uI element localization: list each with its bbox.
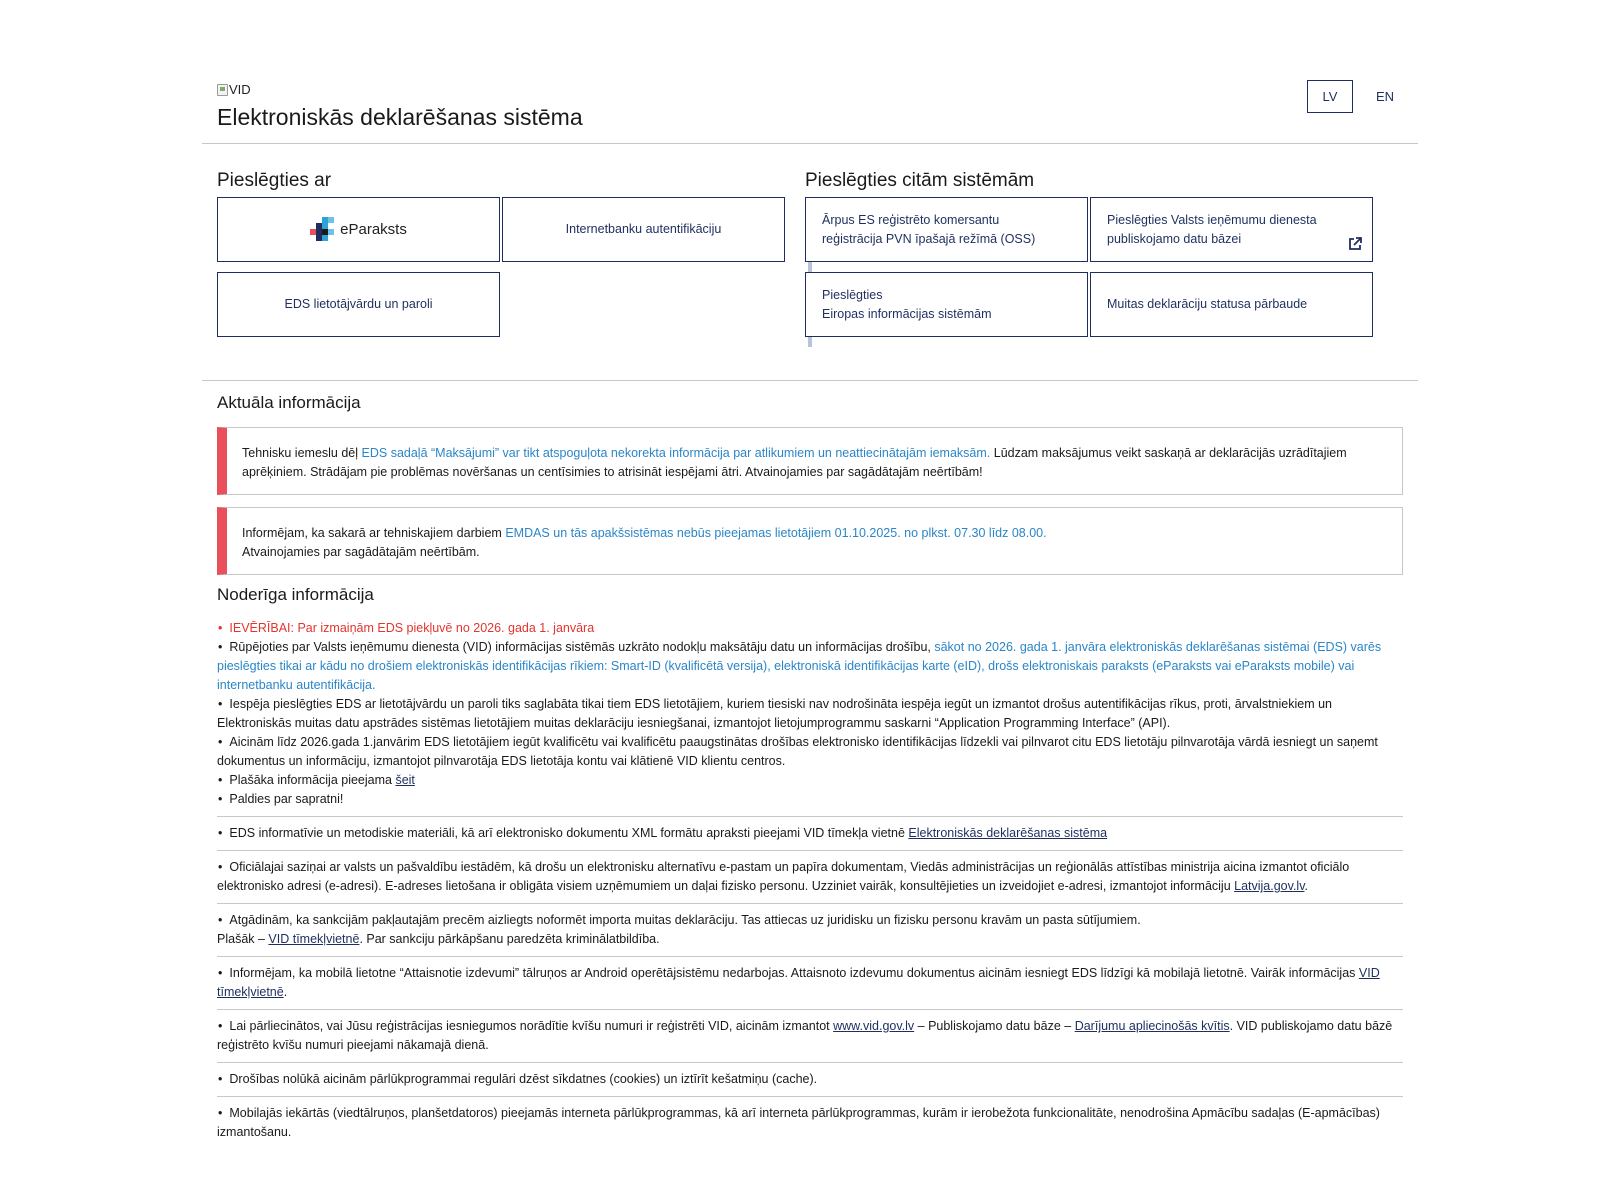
block-text: Informējam, ka mobilā lietotne “Attaisnotie izdevumi” tālruņos ar Android operētājsistēmu nedarbojas. Attaisnoto izdevumu dokumentus aicinām iesniegt EDS līdzīgi kā mobilajā lietotnē. Vairāk informācijas (229, 966, 1359, 980)
info-block (217, 850, 1403, 903)
block-text: Drošības nolūkā aicinām pārlūkprogrammai regulāri dzēst sīkdatnes (cookies) un iztīrīt kešatmiņu (cache). (229, 1072, 818, 1086)
block-text: . Par sankciju pārkāpšanu paredzēta kriminālatbildība. (359, 932, 660, 946)
alert1-text-cont: Lūdzam maksājumus veikt saskaņā ar deklarācijās uzrādītajiem aprēķiniem. Strādājam pie problēmas novēršanas un centīsimies to atrisināt iespējami ātri. Atvainojamies par sagādātajām neērtībām! (242, 446, 1347, 479)
list-item: • IEVĒRĪBAI: Par izmaiņām EDS piekļuvē no 2026. gada 1. janvāra (217, 619, 1403, 638)
info-block (217, 816, 1403, 850)
block-text: Lai pārliecinātos, vai Jūsu reģistrācijas iesniegumos norādītie kvīšu numuri ir reģistrēti VID, aicinām izmantot (229, 1019, 834, 1033)
alert2-highlight: EMDAS un tās apakšsistēmas nebūs pieejamas lietotājiem 01.10.2025. no plkst. 07.30 līdz 08.00. (505, 526, 1047, 540)
vid-website-link[interactable]: VID tīmekļvietnē (217, 966, 1380, 999)
receipts-link[interactable]: Darījumu apliecinošās kvītis (1074, 1019, 1230, 1033)
block-text: Oficiālajai saziņai ar valsts un pašvaldību iestādēm, kā drošu un elektronisku alternatīvu e-pastam un papīra dokumentam, Viedās administrācijas un reģionālās attīstības ministrija aicina izmantot oficiālo elektronisko adresi (e-adresi). E-adreses lietošana ir obligāta visiem uzņēmumiem un daļai fizisko personu. Uzziniet vairāk, konsultējieties un izveidojiet e-adresi, izmantojot informāciju (217, 860, 1350, 893)
oss-label-line1: Ārpus ES reģistrēto komersantu (822, 212, 1000, 227)
info-block (217, 956, 1403, 1009)
eds-user-password-button[interactable] (217, 272, 500, 337)
eparaksts-icon (310, 217, 336, 243)
other-systems-title: Pieslēgties citām sistēmām (805, 170, 1035, 191)
latvija-gov-link[interactable]: Latvija.gov.lv (1234, 879, 1305, 893)
header (202, 0, 1418, 144)
block-text: – Publiskojamo datu bāze – (914, 1019, 1075, 1033)
public-db-label (1107, 211, 1317, 249)
list-item (217, 638, 1403, 695)
alert-maintenance (217, 507, 1403, 575)
public-database-button[interactable] (1090, 197, 1373, 262)
item-highlight: sākot no 2026. gada 1. janvāra elektroniskās deklarēšanas sistēmai (EDS) varēs pieslēgties tikai ar kādu no drošiem elektroniskās identifikācijas rīkiem: Smart-ID (kvalificētā versija), elektroniskā identifikācijas karte (eID), drošs elektroniskais paraksts (eParaksts vai eParaksts mobile) vai internetbanku autentifikācija. (217, 640, 1382, 692)
block-text: . (1304, 879, 1309, 893)
eds-user-label: EDS lietotājvārdu un paroli (284, 297, 433, 311)
eds-site-link[interactable]: Elektroniskās deklarēšanas sistēma (908, 826, 1108, 840)
alert1-highlight: EDS sadaļā “Maksājumi” var tikt atspoguļota nekorekta informācija par atlikumiem un neattiecinātajām iemaksām. (361, 446, 991, 460)
eu-label-line1: Pieslēgties (822, 287, 883, 302)
info-block (217, 903, 1403, 956)
info-block (217, 1096, 1403, 1149)
customs-status-button[interactable] (1090, 272, 1373, 337)
customs-label: Muitas deklarāciju statusa pārbaude (1107, 297, 1308, 311)
useful-info-title: Noderīga informācija (217, 585, 374, 604)
internetbank-button[interactable] (502, 197, 785, 262)
eparaksts-button[interactable] (217, 197, 500, 262)
item-text: Plašāka informācija pieejama (229, 773, 396, 787)
eu-label-line2: Eiropas informācijas sistēmām (822, 306, 992, 321)
useful-info-list (217, 619, 1403, 1149)
more-info-link[interactable]: šeit (395, 773, 415, 787)
alert2-text: Informējam, ka sakarā ar tehniskajiem darbiem (242, 526, 506, 540)
eu-label (822, 286, 992, 324)
broken-image-icon (217, 84, 228, 96)
block-text: Mobilajās iekārtās (viedtālruņos, planšetdatoros) pieejamās interneta pārlūkprogrammas, kā arī interneta pārlūkprogrammas, kurām ir ierobežota funkcionalitāte, nenodrošina Apmācību sadaļas (E-apmācības) izmantošanu. (217, 1106, 1380, 1139)
block-text: Atgādinām, ka sankcijām pakļautajām precēm aizliegts noformēt importa muitas deklarāciju. Tas attiecas uz juridisku un fizisku personu kravām un pasta sūtījumiem. (229, 913, 1141, 927)
eparaksts-logo (310, 217, 407, 243)
block-text: . VID publiskojamo datu bāzē reģistrēto kvīšu numuri pieejami nākamajā dienā. (217, 1019, 1393, 1052)
eu-systems-button[interactable] (805, 272, 1088, 337)
public-db-label-line1: Pieslēgties Valsts ieņēmumu dienesta (1107, 212, 1317, 227)
lang-en-button[interactable]: EN (1375, 89, 1395, 104)
logo-alt-text: VID (229, 82, 251, 97)
info-block (217, 1062, 1403, 1096)
vid-website-link[interactable]: VID tīmekļvietnē (268, 932, 360, 946)
alert-payments (217, 427, 1403, 495)
list-item: • Paldies par sapratni! (217, 790, 1403, 816)
alert2-apology: Atvainojamies par sagādātajām neērtībām. (242, 545, 480, 559)
alert1-text: Tehnisku iemeslu dēļ (242, 446, 362, 460)
block-text: . (283, 985, 288, 999)
current-info-title: Aktuāla informācija (217, 393, 361, 412)
eparaksts-label: eParaksts (340, 221, 407, 238)
info-block (217, 1009, 1403, 1062)
vid-logo[interactable] (217, 82, 251, 97)
list-item: • Aicinām līdz 2026.gada 1.janvārim EDS lietotājiem iegūt kvalificētu vai kvalificētu paaugstinātas drošības elektronisko identifikācijas līdzekli vai pilnvarot citu EDS lietotāju pilnvarotāja vārdā iesniegt un saņemt dokumentus un informāciju, izmantojot pilnvarotāja EDS lietotāja kontu vai klātienē VID klientu centros. (217, 733, 1403, 771)
block-text: EDS informatīvie un metodiskie materiāli, kā arī elektronisko dokumentu XML formātu apraksti pieejami VID tīmekļa vietnē (229, 826, 909, 840)
list-item: • Iespēja pieslēgties EDS ar lietotājvārdu un paroli tiks saglabāta tikai tiem EDS lietotājiem, kuriem tiesiski nav nodrošināta iespēja iegūt un izmantot drošus autentifikācijas rīkus, proti, ārvalstniekiem un Elektroniskās muitas datu apstrādes sistēmas lietotājiem muitas deklarāciju iesniegšanai, izmantojot lietojumprogrammu saskarni “Application Programming Interface” (API). (217, 695, 1403, 733)
oss-label (822, 211, 1035, 249)
internetbank-label: Internetbanku autentifikāciju (565, 222, 722, 236)
list-item (217, 771, 1403, 790)
oss-registration-button[interactable] (805, 197, 1088, 262)
page (202, 0, 1418, 1139)
external-link-icon (1348, 237, 1362, 251)
oss-label-line2: reģistrācija PVN īpašajā režīmā (OSS) (822, 231, 1036, 246)
lang-lv-button[interactable]: LV (1307, 80, 1353, 113)
item-text: Rūpējoties par Valsts ieņēmumu dienesta (VID) informācijas sistēmās uzkrāto nodokļu maksātāju datu un informācijas drošību, (229, 640, 935, 654)
page-title: Elektroniskās deklarēšanas sistēma (217, 104, 583, 130)
login-section (202, 144, 1418, 381)
block-text: Plašāk – (217, 932, 269, 946)
login-with-title: Pieslēgties ar (217, 170, 332, 191)
vid-gov-link[interactable]: www.vid.gov.lv (833, 1019, 915, 1033)
public-db-label-line2: publiskojamo datu bāzei (1107, 231, 1242, 246)
